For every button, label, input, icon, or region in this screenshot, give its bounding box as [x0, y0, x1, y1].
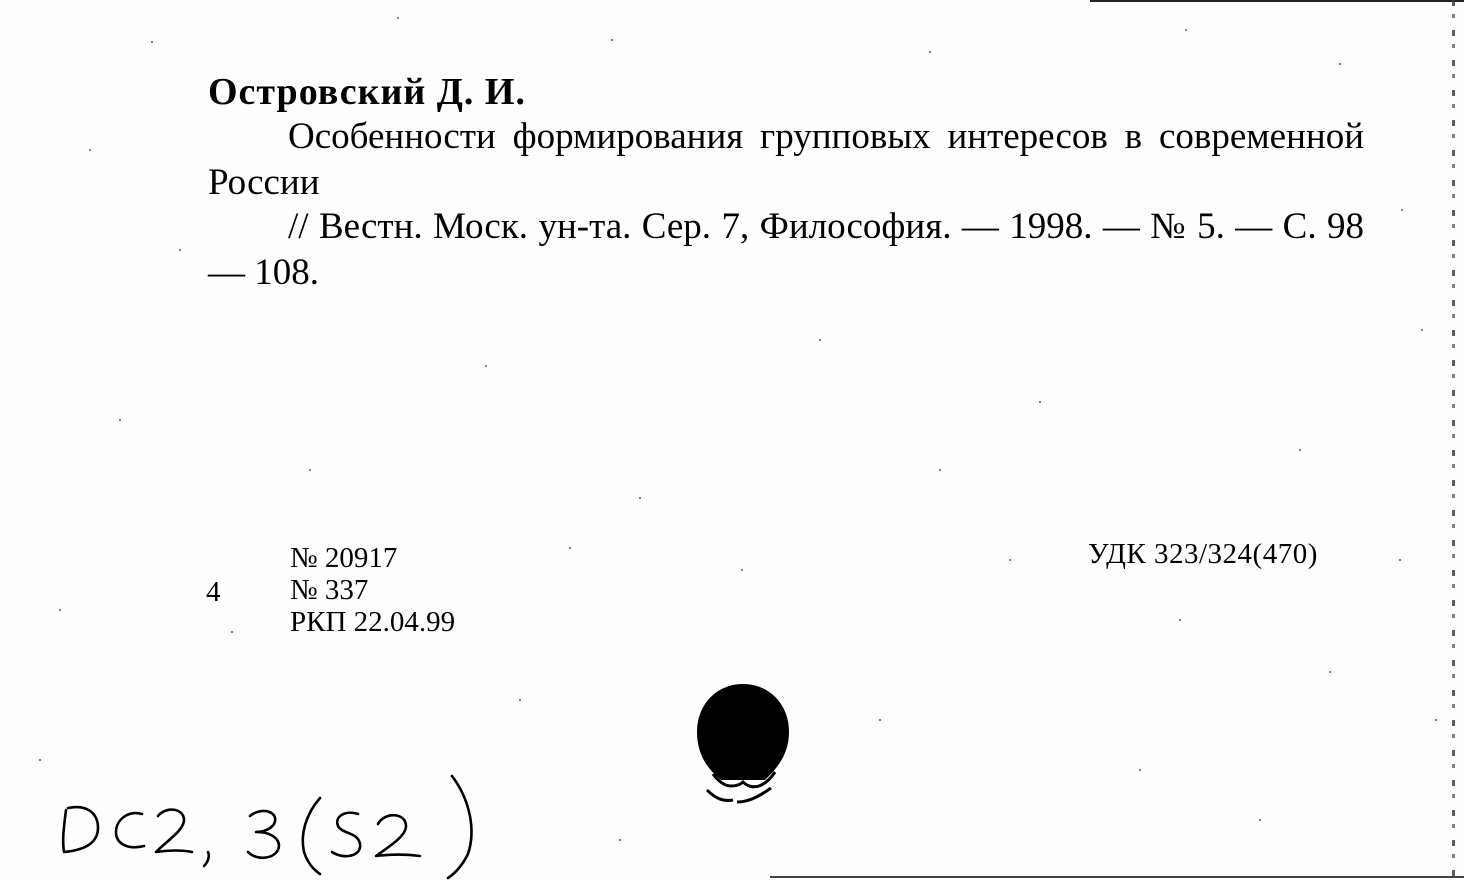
accession-numbers [290, 542, 455, 638]
accession-number: № 20917 [290, 542, 398, 574]
card-index-number: 4 [206, 576, 221, 608]
udk-classification: УДК 323/324(470) [1088, 538, 1318, 570]
punch-hole [695, 682, 791, 806]
author-name: Островский Д. И. [208, 71, 526, 113]
rkp-date: РКП 22.04.99 [290, 606, 456, 638]
work-title: Особенности формирования групповых интересов в современной России [208, 116, 1364, 203]
accession-number: № 337 [290, 574, 369, 606]
handwritten-shelfmark [58, 770, 488, 880]
source-citation: // Вестн. Моск. ун-та. Сер. 7, Философия. — 1998. — № 5. — С. 98 — 108. [208, 206, 1364, 293]
